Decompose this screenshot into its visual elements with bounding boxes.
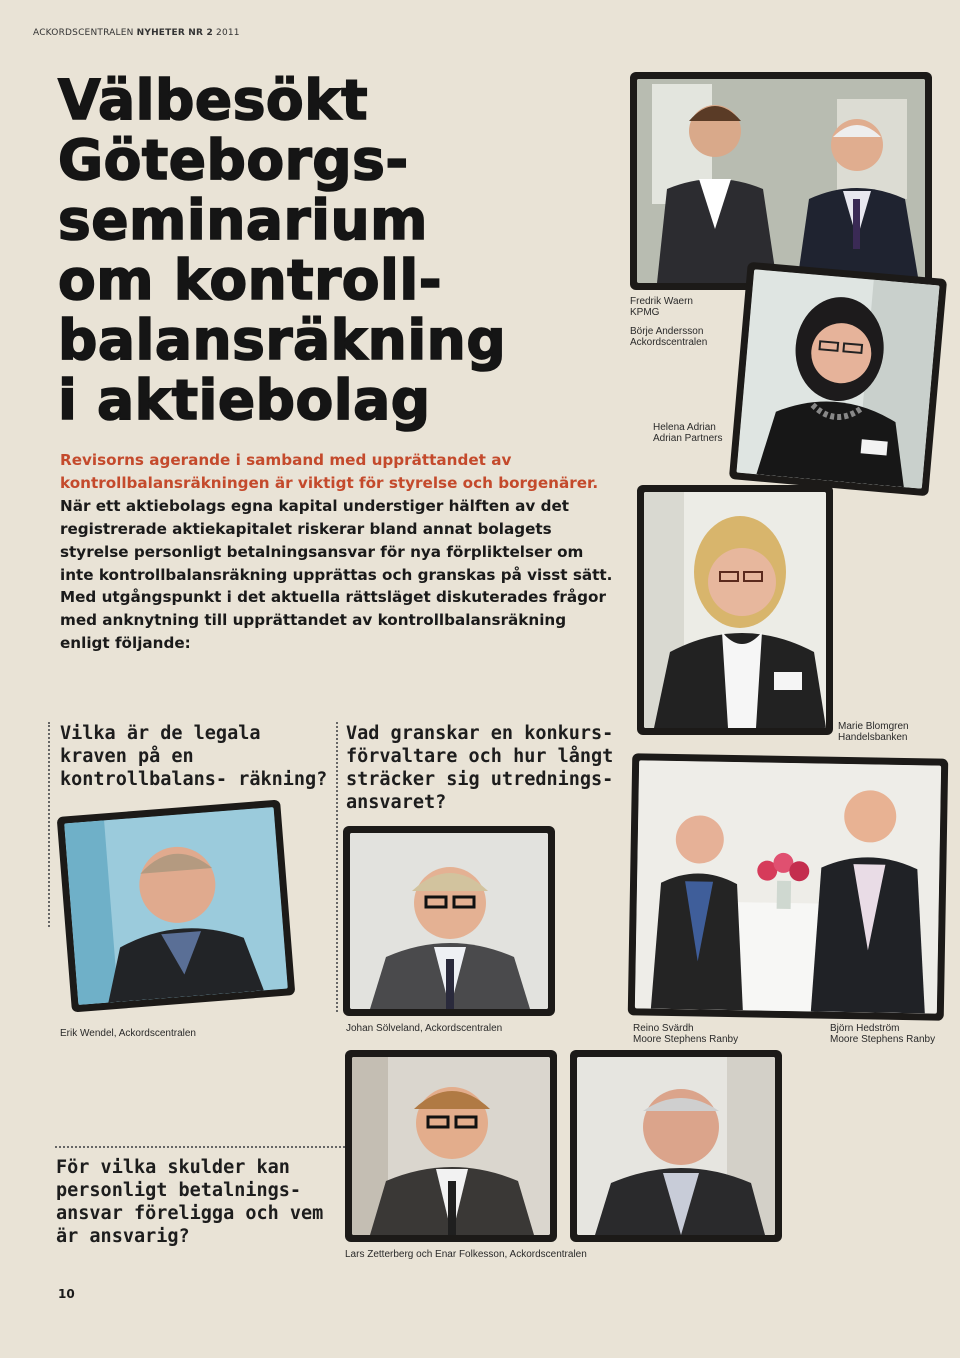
article-title [58, 70, 618, 430]
issue-year: 2011 [216, 28, 240, 38]
title-line: seminarium [58, 188, 428, 252]
photo-johan-solveland-image [350, 833, 548, 1009]
title-line: i aktiebolag [58, 368, 431, 432]
photo-svardh-hedstrom-image [635, 760, 941, 1013]
caption-johan: Johan Sölveland, Ackordscentralen [346, 1023, 503, 1034]
caption-top-pair: Fredrik Waern KPMG Börje Andersson Ackordscentralen [630, 296, 708, 348]
caption-marie: Marie Blomgren Handelsbanken [838, 721, 909, 743]
photo-erik-wendel-image [64, 807, 288, 1005]
question-trustee-review: Vad granskar en konkurs- förvaltare och hur långt sträcker sig utrednings- ansvaret? [346, 723, 614, 813]
caption-lars-enar: Lars Zetterberg och Enar Folkesson, Ackordscentralen [345, 1249, 587, 1260]
lead-paragraph [60, 449, 620, 655]
caption-bjorn: Björn Hedström Moore Stephens Ranby [830, 1023, 936, 1045]
photo-marie-blomgren [637, 485, 833, 735]
page-number: 10 [58, 1287, 75, 1301]
photo-waern-andersson-image [637, 79, 925, 283]
divider-q3 [55, 1146, 345, 1148]
title-line: om kontroll- [58, 248, 443, 312]
photo-enar-folkesson [570, 1050, 782, 1242]
photo-enar-folkesson-image [577, 1057, 775, 1235]
photo-erik-wendel [57, 800, 296, 1013]
divider-q2 [336, 722, 338, 1012]
divider-q1 [48, 722, 50, 927]
issue-label: NYHETER NR 2 [136, 28, 213, 38]
title-line: Välbesökt [58, 68, 369, 132]
photo-lars-zetterberg-image [352, 1057, 550, 1235]
photo-helena-adrian [729, 262, 947, 497]
photo-svardh-hedstrom [628, 753, 949, 1020]
lead-highlight: Revisorns agerande i samband med upprättandet av kontrollbalansräkningen är viktigt för styrelse och borgenärer. [60, 451, 599, 492]
publication-header [33, 28, 240, 38]
photo-johan-solveland [343, 826, 555, 1016]
photo-helena-adrian-image [736, 269, 939, 488]
photo-waern-andersson [630, 72, 932, 290]
caption-reino: Reino Svärdh Moore Stephens Ranby [633, 1023, 739, 1045]
title-line: Göteborgs- [58, 128, 409, 192]
lead-body: När ett aktiebolags egna kapital understiger hälften av det registrerade aktiekapitalet riskerar bland annat bolagets styrelse personligt betalningsansvar för nya förpliktelser om inte kontrollbalansräkning upprättas och granskas på visst sätt. Med utgångspunkt i det aktuella rättsläget diskuterades frågor med anknytning till upprättandet av kontrollbalansräkning enligt följande: [60, 496, 613, 653]
caption-helena: Helena Adrian Adrian Partners [653, 422, 723, 444]
question-legal-requirements: Vilka är de legala kraven på en kontrollbalans- räkning? [60, 723, 328, 790]
title-line: balansräkning [58, 308, 507, 372]
caption-erik: Erik Wendel, Ackordscentralen [60, 1028, 196, 1039]
question-personal-liability: För vilka skulder kan personligt betalnings- ansvar föreligga och vem är ansvarig? [56, 1157, 324, 1247]
photo-marie-blomgren-image [644, 492, 826, 728]
publication-name: ACKORDSCENTRALEN [33, 28, 134, 38]
photo-lars-zetterberg [345, 1050, 557, 1242]
